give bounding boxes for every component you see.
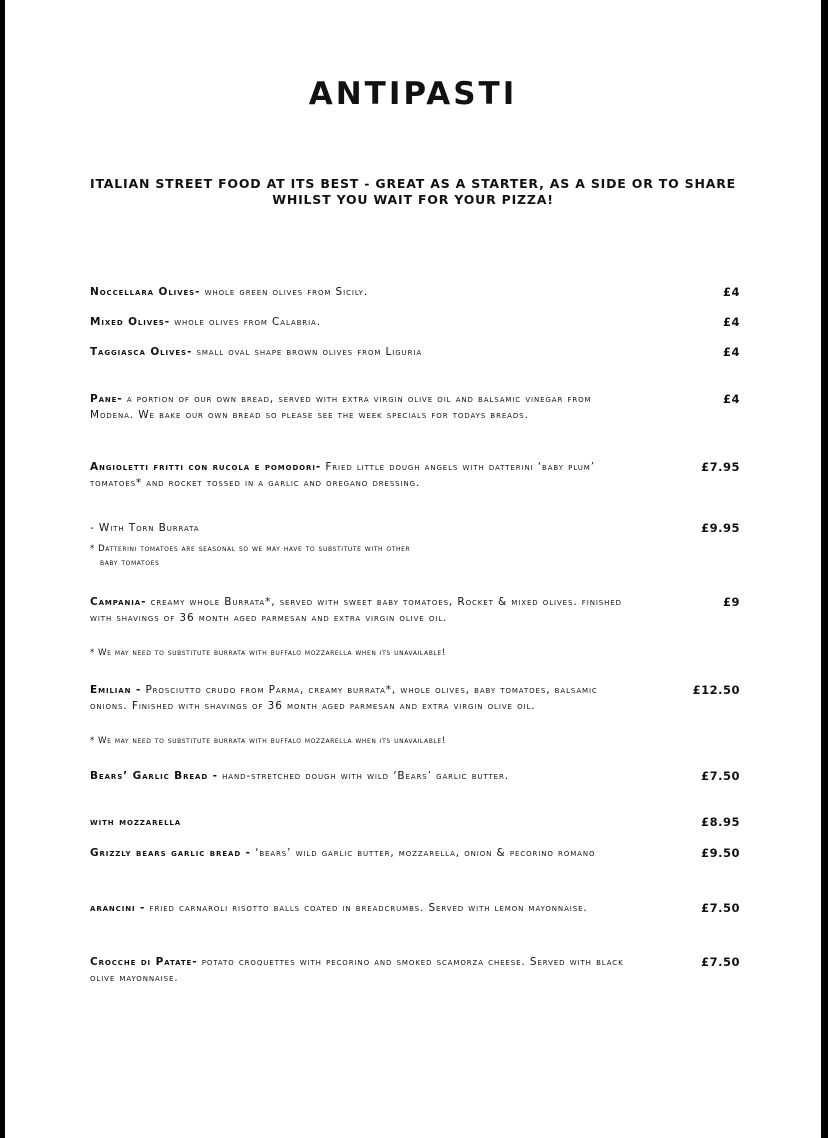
item-name: Noccellara Olives- xyxy=(90,286,201,298)
menu-item-torn-burrata xyxy=(90,521,740,537)
menu-item-grizzly-bears-garlic-bread xyxy=(90,846,740,862)
item-name: Angioletti fritti con rucola e pomodori- xyxy=(90,461,322,473)
menu-item-crocche-di-patate xyxy=(90,955,740,986)
item-description: - With Torn Burrata xyxy=(90,522,200,534)
item-price: £8.95 xyxy=(701,815,740,829)
item-description: small oval shape brown olives from Liguria xyxy=(192,346,423,358)
item-name: Campania- xyxy=(90,596,147,608)
item-name: Bears’ Garlic Bread - xyxy=(90,770,218,782)
item-name: Crocche di Patate- xyxy=(90,956,198,968)
item-description: a portion of our own bread, served with extra virgin olive oil and balsamic vinegar from Modena. We bake our own bread so please see the week specials for todays breads. xyxy=(90,393,592,421)
burrata-footnote: * We may need to substitute burrata with buffalo mozzarella when its unavailable! xyxy=(90,736,446,746)
item-description: Prosciutto crudo from Parma, creamy burrata*, whole olives, baby tomatoes, balsamic onions. Finished with shavings of 36 month aged parmesan and extra virgin olive oil. xyxy=(90,684,598,712)
item-price: £7.50 xyxy=(701,901,740,915)
item-price: £7.50 xyxy=(701,955,740,969)
item-description: whole olives from Calabria. xyxy=(170,316,321,328)
item-description: whole green olives from Sicily. xyxy=(200,286,369,298)
item-price: £4 xyxy=(722,345,740,359)
menu-item-bears-garlic-bread xyxy=(90,769,740,785)
item-price: £4 xyxy=(722,392,740,406)
menu-item-taggiasca-olives xyxy=(90,345,740,361)
item-price: £9.95 xyxy=(701,521,740,535)
page-subtitle: ITALIAN STREET FOOD AT ITS BEST - GREAT AS A STARTER, AS A SIDE OR TO SHARE WHILST YOU WAIT FOR YOUR PIZZA! xyxy=(90,176,736,207)
item-price: £4 xyxy=(722,315,740,329)
item-description: creamy whole Burrata*, served with sweet baby tomatoes, Rocket & mixed olives. finished with shavings of 36 month aged parmesan and extra virgin olive oil. xyxy=(90,596,622,624)
datterini-footnote: * Datterini tomatoes are seasonal so we may have to substitute with other baby tomatoes xyxy=(90,544,411,568)
item-name: Taggiasca Olives- xyxy=(90,346,193,358)
item-description: ‘bears’ wild garlic butter, mozzarella, onion & pecorino romano xyxy=(250,847,596,859)
menu-item-emilian xyxy=(90,683,740,714)
menu-item-mixed-olives xyxy=(90,315,740,331)
menu-item-pane xyxy=(90,392,740,423)
item-name: Emilian - xyxy=(90,684,142,696)
item-price: £4 xyxy=(722,285,740,299)
item-description: potato croquettes with pecorino and smoked scamorza cheese. Served with black olive mayonnaise. xyxy=(90,956,624,984)
burrata-footnote: * We may need to substitute burrata with buffalo mozzarella when its unavailable! xyxy=(90,648,446,658)
menu-item-noccellara-olives xyxy=(90,285,740,301)
menu-item-campania xyxy=(90,595,740,626)
menu-item-arancini xyxy=(90,901,740,917)
menu-item-with-mozzarella xyxy=(90,815,740,831)
item-price: £12.50 xyxy=(692,683,740,697)
item-name: Grizzly bears garlic bread - xyxy=(90,847,251,859)
page-title: ANTIPASTI xyxy=(308,76,518,112)
item-description: fried carnaroli risotto balls coated in breadcrumbs. Served with lemon mayonnaise. xyxy=(145,902,588,914)
item-price: £7.50 xyxy=(701,769,740,783)
item-price: £7.95 xyxy=(701,460,740,474)
item-name: with mozzarella xyxy=(90,816,182,828)
item-price: £9 xyxy=(722,595,740,609)
menu-item-angioletti xyxy=(90,460,740,491)
item-description: Fried little dough angels with datterini ‘baby plum’ tomatoes* and rocket tossed in a garlic and oregano dressing. xyxy=(90,461,595,489)
item-name: Mixed Olives- xyxy=(90,316,170,328)
item-description: hand-stretched dough with wild ‘Bears’ garlic butter. xyxy=(217,770,509,782)
menu-page xyxy=(5,0,821,1138)
item-name: arancini - xyxy=(90,902,146,914)
item-name: Pane- xyxy=(90,393,123,405)
item-price: £9.50 xyxy=(701,846,740,860)
